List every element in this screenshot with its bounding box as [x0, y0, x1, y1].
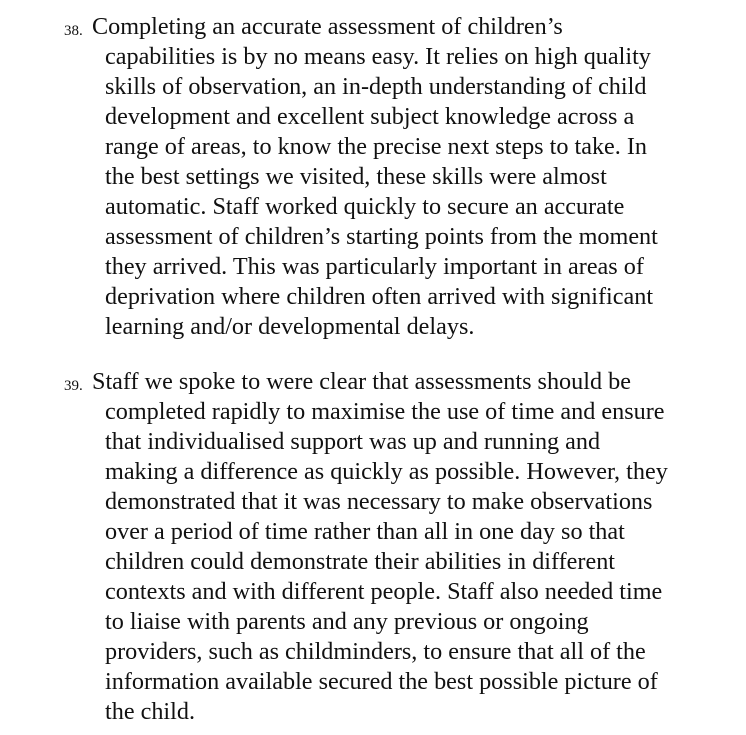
paragraph-number: 38. — [64, 23, 83, 39]
paragraph-line: children could demonstrate their abilities in different — [105, 548, 616, 575]
paragraph-line: the best settings we visited, these skills were almost — [105, 163, 607, 190]
paragraph-line: development and excellent subject knowledge across a — [105, 103, 635, 130]
paragraph-line: demonstrated that it was necessary to make observations — [105, 488, 653, 515]
paragraph-line: information available secured the best possible picture of — [105, 668, 658, 695]
paragraph-line: contexts and with different people. Staff also needed time — [105, 578, 663, 605]
paragraph-line: deprivation where children often arrived with significant — [105, 283, 654, 310]
paragraph-line: learning and/or developmental delays. — [105, 313, 475, 340]
paragraph-line: making a difference as quickly as possible. However, they — [105, 458, 668, 485]
paragraph-line: capabilities is by no means easy. It relies on high quality — [105, 43, 651, 70]
paragraph-number: 39. — [64, 378, 83, 394]
paragraph-line: that individualised support was up and running and — [105, 428, 601, 455]
paragraph-line: to liaise with parents and any previous or ongoing — [105, 608, 589, 635]
paragraph-line: providers, such as childminders, to ensure that all of the — [105, 638, 646, 665]
paragraph-line: they arrived. This was particularly important in areas of — [105, 253, 644, 280]
paragraph-line: over a period of time rather than all in one day so that — [105, 518, 625, 545]
paragraph-line: the child. — [105, 698, 196, 725]
paragraph-line: Staff we spoke to were clear that assessments should be — [92, 368, 631, 395]
paragraph-line: Completing an accurate assessment of children’s — [92, 13, 563, 40]
paragraph-line: skills of observation, an in-depth understanding of child — [105, 73, 647, 100]
paragraph-line: range of areas, to know the precise next steps to take. In — [105, 133, 648, 160]
paragraph-line: assessment of children’s starting points from the moment — [105, 223, 658, 250]
paragraph-line: automatic. Staff worked quickly to secure an accurate — [105, 193, 625, 220]
paragraph-line: completed rapidly to maximise the use of time and ensure — [105, 398, 665, 425]
